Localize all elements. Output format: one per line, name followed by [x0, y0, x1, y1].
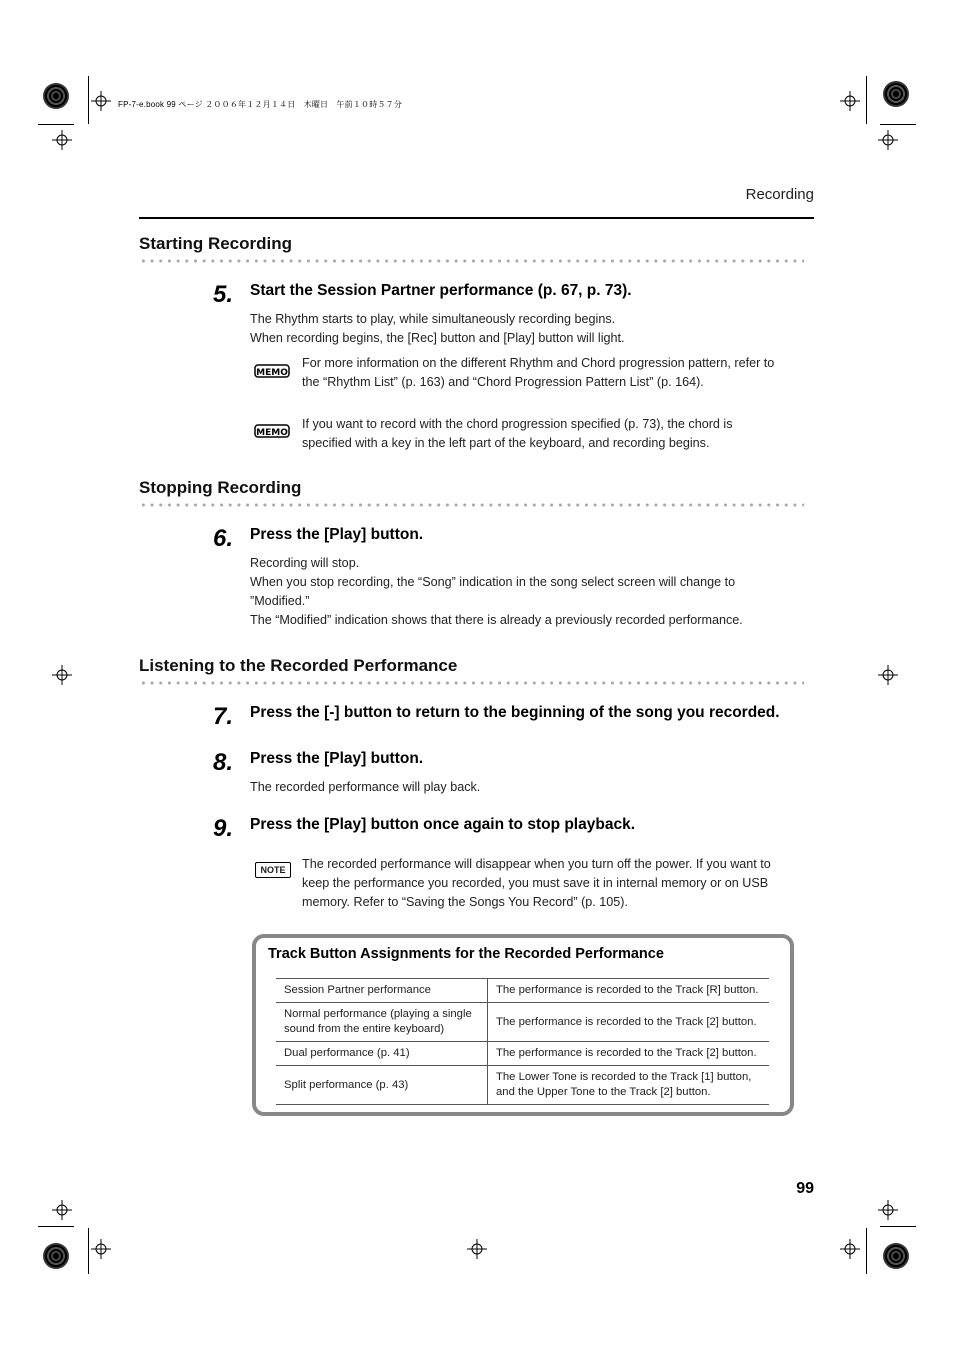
table-row — [276, 979, 769, 1003]
step-number: 7. — [213, 703, 234, 730]
step-instruction: Start the Session Partner performance (p. 67, p. 73). — [250, 282, 632, 299]
crosshair-icon — [840, 91, 860, 111]
crosshair-icon — [91, 1239, 111, 1259]
crosshair-icon — [52, 130, 72, 150]
step-description — [250, 554, 743, 630]
file-info: FP-7-e.book 99 ページ ２００６年１２月１４日 木曜日 午前１０時５７分 — [118, 100, 403, 109]
registration-sunburst-icon — [43, 1243, 69, 1269]
body-line: The recorded performance will play back. — [250, 780, 481, 794]
assignment-cell: The performance is recorded to the Track [2] button. — [488, 1042, 770, 1066]
performance-cell: Normal performance (playing a single sound from the entire keyboard) — [276, 1003, 488, 1042]
page-number: 99 — [796, 1180, 814, 1197]
memo-icon-label: MEMO — [256, 428, 288, 438]
step-number: 5. — [213, 281, 234, 308]
step-instruction: Press the [Play] button. — [250, 526, 424, 543]
table-row — [276, 1066, 769, 1105]
note-icon: NOTE — [255, 862, 291, 878]
body-line: ”Modified.” — [250, 594, 310, 608]
crosshair-icon — [52, 665, 72, 685]
crosshair-icon — [840, 1239, 860, 1259]
section-title: Starting Recording — [139, 234, 293, 253]
memo-icon — [254, 363, 290, 379]
memo-text — [302, 415, 733, 453]
section-title: Listening to the Recorded Performance — [139, 656, 458, 675]
header-rule — [139, 217, 814, 219]
registration-sunburst-icon — [43, 83, 69, 109]
body-line: The “Modified” indication shows that there is already a previously recorded performance. — [250, 613, 743, 627]
memo-icon — [254, 423, 290, 439]
table-row — [276, 1003, 769, 1042]
performance-cell: Dual performance (p. 41) — [276, 1042, 488, 1066]
memo-line: For more information on the different Rhythm and Chord progression pattern, refer to — [302, 356, 775, 370]
step-number: 6. — [213, 525, 234, 552]
table-row — [276, 1042, 769, 1066]
step-number: 9. — [213, 815, 234, 842]
memo-icon-label: MEMO — [256, 368, 288, 378]
crosshair-icon — [878, 665, 898, 685]
assignment-cell: The Lower Tone is recorded to the Track [1] button, and the Upper Tone to the Track [2] button. — [488, 1066, 770, 1105]
registration-sunburst-icon — [883, 1243, 909, 1269]
step-description — [250, 310, 625, 348]
assignment-cell: The performance is recorded to the Track [2] button. — [488, 1003, 770, 1042]
step-number: 8. — [213, 749, 234, 776]
body-line: Recording will stop. — [250, 556, 360, 570]
registration-sunburst-icon — [883, 81, 909, 107]
crosshair-icon — [52, 1200, 72, 1220]
dotted-divider — [139, 681, 804, 685]
step-instruction: Press the [Play] button. — [250, 750, 424, 767]
step-description — [250, 778, 480, 797]
memo-line: specified with a key in the left part of the keyboard, and recording begins. — [302, 436, 710, 450]
step-instruction: Press the [-] button to return to the beginning of the song you recorded. — [250, 704, 780, 721]
step-instruction: Press the [Play] button once again to stop playback. — [250, 816, 635, 833]
running-head: Recording — [745, 186, 814, 203]
body-line: When you stop recording, the “Song” indication in the song select screen will change to — [250, 575, 736, 589]
note-line: memory. Refer to “Saving the Songs You Record” (p. 105). — [302, 895, 628, 909]
section-title: Stopping Recording — [139, 478, 302, 497]
box-title: Track Button Assignments for the Recorded Performance — [268, 946, 664, 962]
performance-cell: Session Partner performance — [276, 979, 488, 1003]
dotted-divider — [139, 259, 804, 263]
assignment-cell: The performance is recorded to the Track [R] button. — [488, 979, 770, 1003]
crosshair-icon — [878, 130, 898, 150]
crosshair-icon — [467, 1239, 487, 1259]
performance-cell: Split performance (p. 43) — [276, 1066, 488, 1105]
memo-line: the “Rhythm List” (p. 163) and “Chord Progression Pattern List” (p. 164). — [302, 375, 704, 389]
crosshair-icon — [878, 1200, 898, 1220]
body-line: The Rhythm starts to play, while simultaneously recording begins. — [250, 312, 616, 326]
memo-text — [302, 354, 774, 392]
body-line: When recording begins, the [Rec] button and [Play] button will light. — [250, 331, 625, 345]
crosshair-icon — [91, 91, 111, 111]
note-text — [302, 855, 771, 912]
memo-line: If you want to record with the chord progression specified (p. 73), the chord is — [302, 417, 733, 431]
track-assignment-table — [276, 978, 769, 1105]
dotted-divider — [139, 503, 804, 507]
note-line: keep the performance you recorded, you must save it in internal memory or on USB — [302, 876, 769, 890]
note-line: The recorded performance will disappear when you turn off the power. If you want to — [302, 857, 771, 871]
